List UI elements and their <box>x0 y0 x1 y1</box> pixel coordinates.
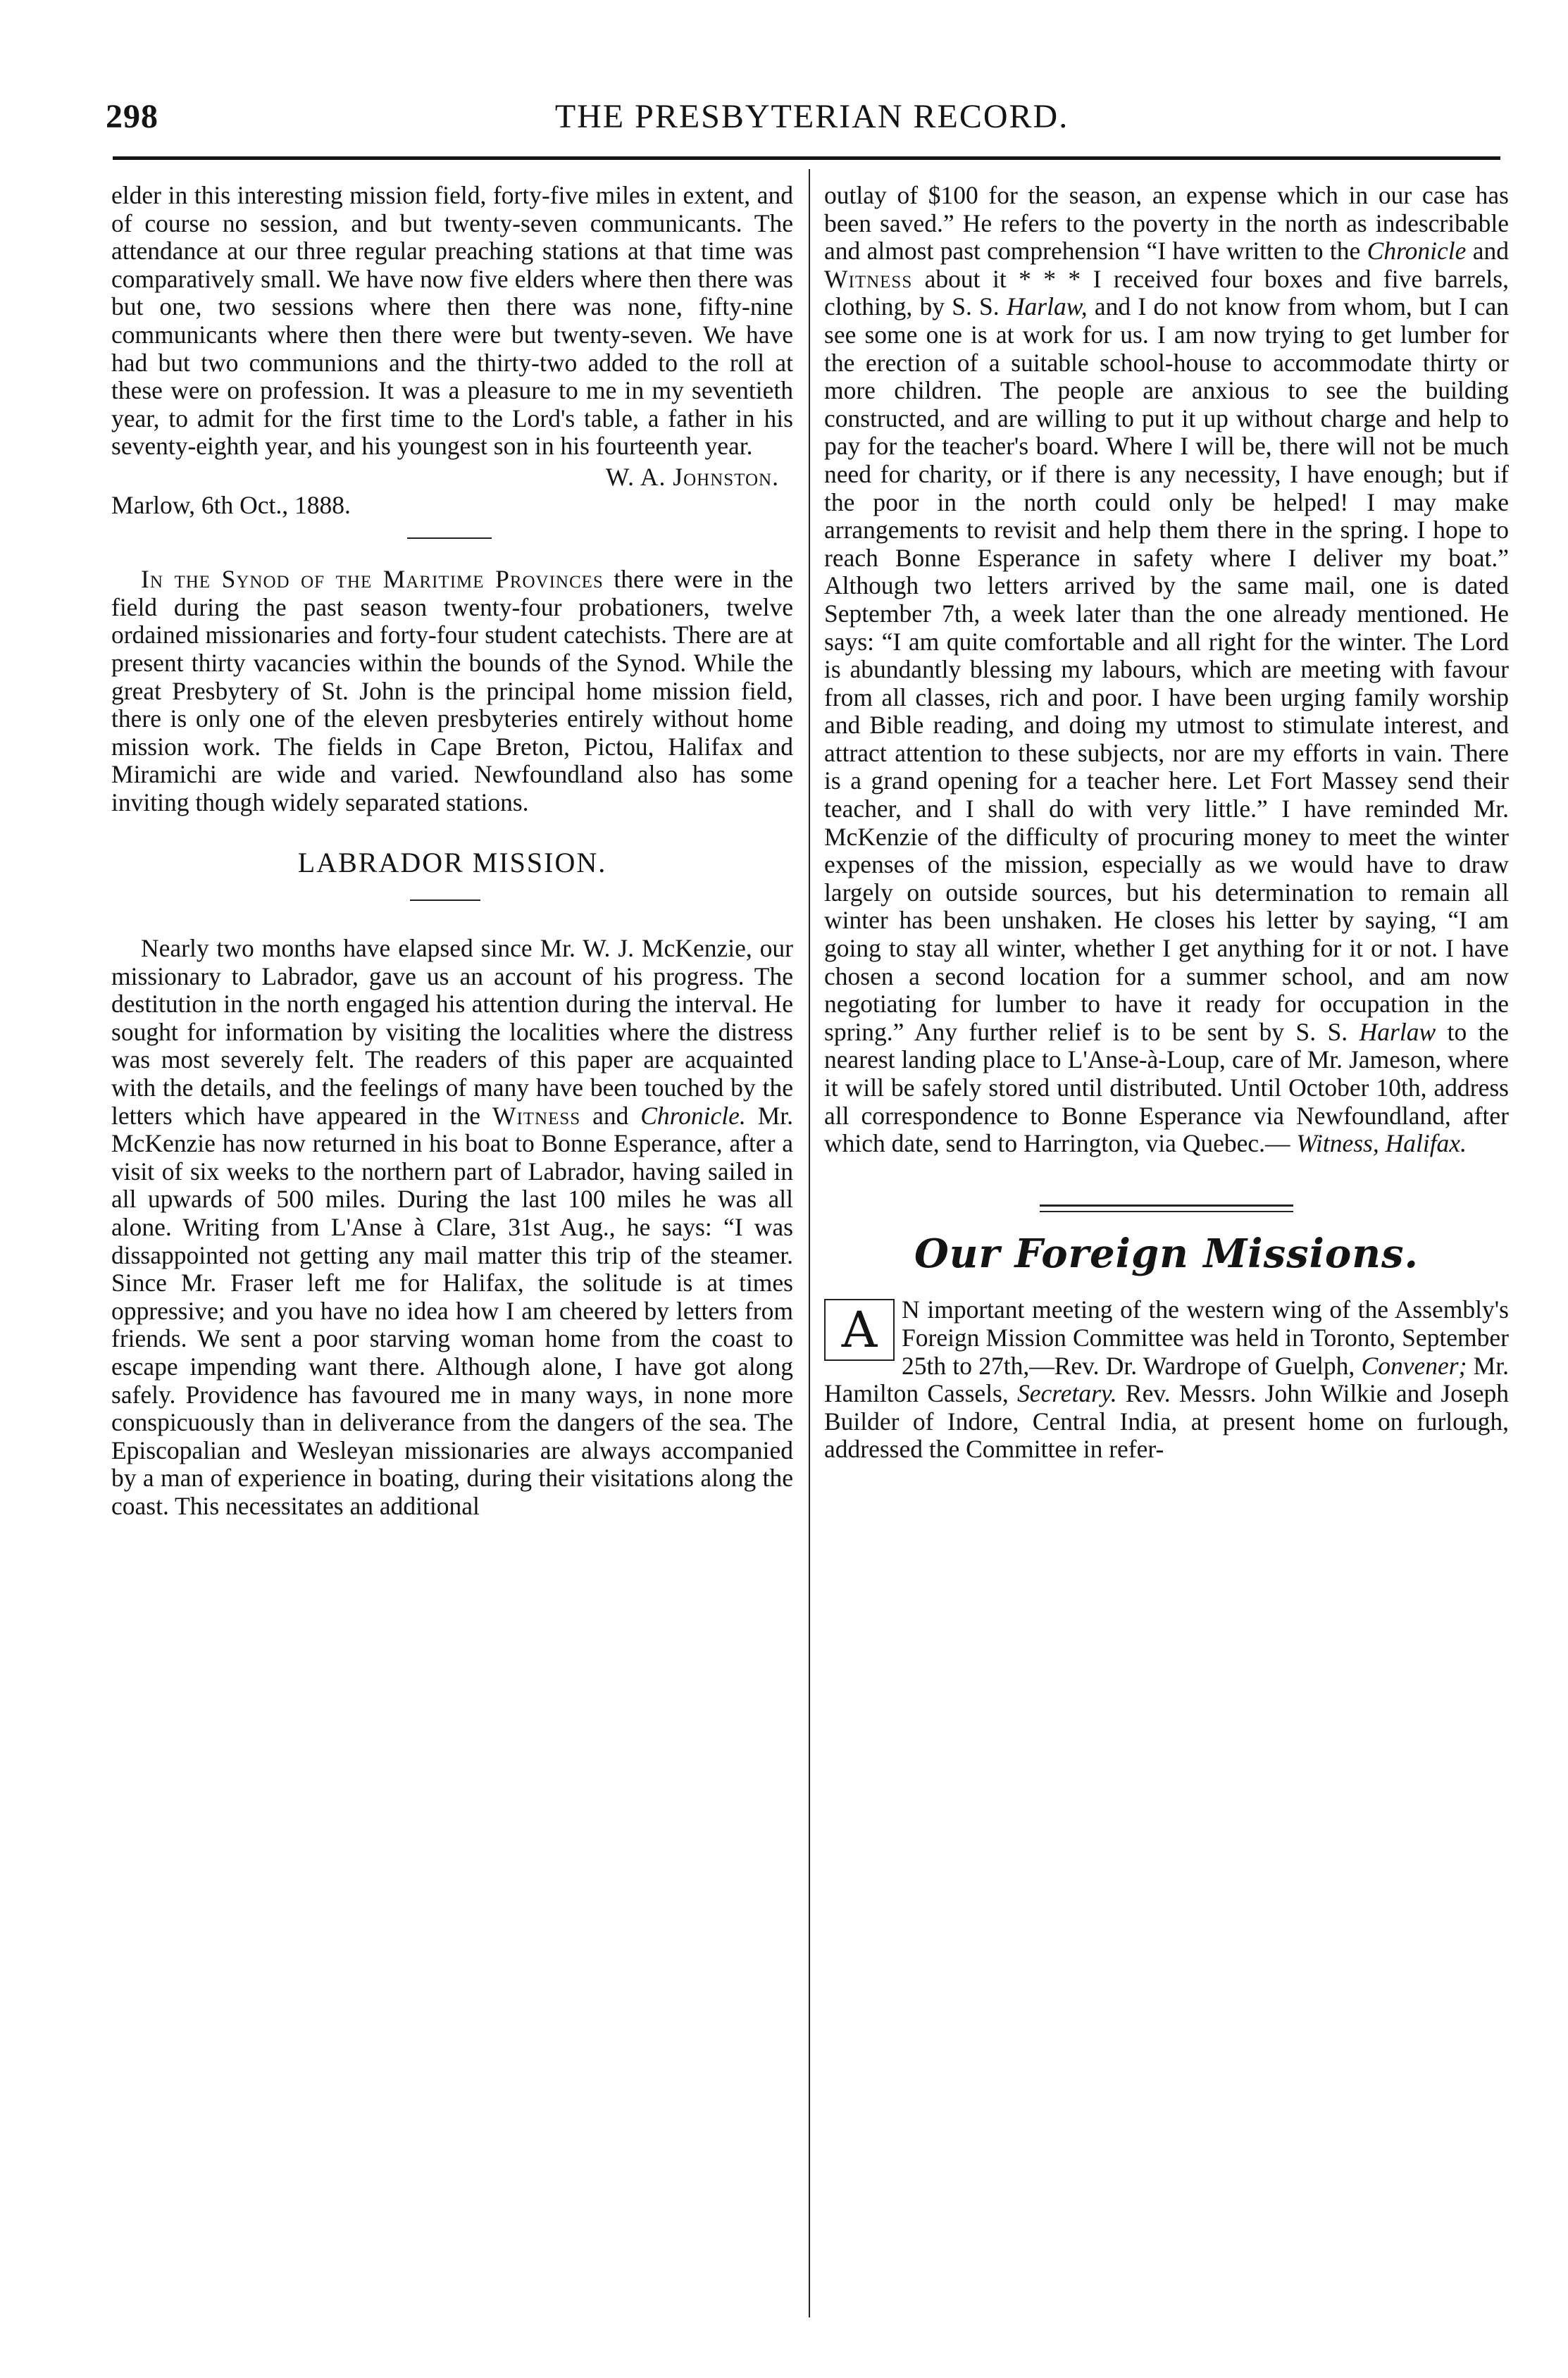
column-divider <box>809 169 810 2317</box>
synod-paragraph <box>111 566 793 816</box>
heading-underline <box>410 899 480 901</box>
witness-reference: Witness <box>492 1101 581 1130</box>
harlaw-reference: Harlaw <box>1359 1017 1436 1046</box>
labrador-continuation-paragraph <box>824 182 1509 1158</box>
chronicle-reference: Chronicle. <box>640 1101 746 1130</box>
page-header <box>106 88 1507 144</box>
continuation-text-3: and I do not know from whom, but I can see some one is at work for us. I am now trying to get lumber for the erection of a suitable school-house to accommodate thirty or more children. The people are anxious to see the building constructed, and are willing to put it up without charge and help to pay for the teacher's board. Where I will be, there will not be much need for charity, or if there is any necessity, I have enough; but if the poor in the north could only be helped! I may make arrangements to revisit and help them there in the spring. I hope to reach Bonne Esperance in safety where I deliver my boat.” Although two letters arrived by the same mail, one is dated September 7th, a week later than the one already mentioned. He says: “I am quite comfortable and all right for the winter. The Lord is abundantly blessing my labours, which are meeting with favour from all classes, rich and poor. I have been urging family worship and Bible reading, and doing my utmost to stimulate interest, and attract attention to these subjects, nor are my efforts in vain. There is a grand opening for a teacher here. Let Fort Massey send their teacher, and I shall do with very little.” I have reminded Mr. McKenzie of the difficulty of procuring money to meet the winter expenses of the mission, especially as we would have to draw largely on outside sources, but his determination to remain all winter has been unshaken. He closes his letter by saying, “I am going to stay all winter, whether I get anything for it or not. I have chosen a second location for a summer school, and am now negotiating for lumber to have it ready for occupation in the spring.” Any further relief is to be sent by S. S. <box>824 292 1509 1046</box>
witness-reference: Witness <box>824 264 913 293</box>
left-column <box>111 182 793 1521</box>
foreign-text-3: Rev. Messrs. John Wilkie and Joseph Builder of Indore, Central India, at present home on furlough, addressed the Committee in refer- <box>824 1379 1509 1464</box>
johnston-letter-paragraph: elder in this interesting mission field, forty-five miles in extent, and of course no session, and but twenty-seven communicants. The attendance at our three regular preaching stations at that time was comparatively small. We have now five elders where then there was but one, two sessions where then there was none, fifty-nine communicants where then there were but twenty-seven. We have had but two communions and the thirty-two added to the roll at these were on profession. It was a pleasure to me in my seventieth year, to admit for the first time to the Lord's table, a father in his seventy-eighth year, and his youngest son in his fourteenth year. <box>111 181 793 461</box>
synod-text: there were in the field during the past season twenty-four probationers, twelve ordained missionaries and forty-four student catechists. There are at present thirty vacancies within the bounds of the Synod. While the great Presbytery of St. John is the principal home mission field, there is only one of the eleven presbyteries entirely without home mission work. The fields in Cape Breton, Pictou, Halifax and Miramichi are wide and varied. Newfoundland also has some inviting though widely separated stations. <box>111 565 793 816</box>
labrador-mission-heading: LABRADOR MISSION. <box>297 847 607 879</box>
source-citation: Witness, Halifax. <box>1296 1129 1467 1158</box>
chronicle-reference: Chronicle <box>1367 237 1467 266</box>
foreign-text-2: Mr. Hamilton Cassels, <box>824 1351 1509 1408</box>
decorative-initial: A <box>824 1299 895 1361</box>
continuation-text-2: about it * * * I received four boxes and five barrels, clothing, by S. S. <box>824 264 1509 321</box>
convener-title: Convener; <box>1361 1351 1467 1380</box>
continuation-and: and <box>1466 237 1509 266</box>
continuation-text-4: to the nearest landing place to L'Anse-à-Loup, care of Mr. Jameson, where it will be safely stored until distributed. Until October 10th, address all correspondence to Bonne Esperance via Newfoundland, after which date, send to Harrington, via Quebec.— <box>824 1017 1510 1158</box>
secretary-title: Secretary. <box>1017 1379 1117 1408</box>
publication-title: THE PRESBYTERIAN RECORD. <box>554 97 1069 135</box>
foreign-missions-paragraph <box>824 1296 1509 1464</box>
dateline: Marlow, 6th Oct., 1888. <box>111 490 351 519</box>
labrador-text-1: Nearly two months have elapsed since Mr. W. J. McKenzie, our missionary to Labrador, gave us an account of his progress. The destitution in the north engaged his attention during the interval. He sought for information by visiting the localities where the distress was most severely felt. The readers of this paper are acquainted with the details, and the feelings of many have been touched by the letters which have appeared in the <box>111 934 793 1130</box>
section-separator <box>407 537 492 539</box>
right-column <box>824 182 1509 1464</box>
foreign-missions-heading: Our Foreign Missions. <box>914 1230 1419 1277</box>
synod-lead-in: In the Synod of the Maritime Provinces <box>141 565 604 594</box>
harlaw-reference: Harlaw, <box>1006 292 1088 321</box>
labrador-and: and <box>580 1101 641 1130</box>
page-number: 298 <box>106 97 158 135</box>
header-rule <box>113 156 1500 160</box>
double-rule-separator <box>1040 1204 1293 1212</box>
labrador-paragraph <box>111 935 793 1520</box>
continuation-text-1: outlay of $100 for the season, an expense which in our case has been saved.” He refers to the poverty in the north as indescribable and almost past comprehension “I have written to the <box>824 181 1509 266</box>
signature: W. A. Johnston. <box>605 462 779 491</box>
foreign-text-1: N important meeting of the western wing of the Assembly's Foreign Mission Committee was held in Toronto, September 25th to 27th,—Rev. Dr. Wardrope of Guelph, <box>902 1295 1509 1380</box>
labrador-text-2: Mr. McKenzie has now returned in his boat to Bonne Esperance, after a visit of six weeks to the northern part of Labrador, having sailed in all upwards of 500 miles. During the last 100 miles he was all alone. Writing from L'Anse à Clare, 31st Aug., he says: “I was dissappointed not getting any mail matter this trip of the steamer. Since Mr. Fraser left me for Halifax, the solitude is at times oppressive; and you have no idea how I am cheered by letters from friends. We sent a poor starving woman home from the coast to escape impending want there. Although alone, I have got along safely. Providence has favoured me in many ways, in none more conspicuously than in deliverance from the dangers of the sea. The Episcopalian and Wesleyan missionaries are always accompanied by a man of experience in boating, during their visitations along the coast. This necessitates an additional <box>111 1101 793 1520</box>
